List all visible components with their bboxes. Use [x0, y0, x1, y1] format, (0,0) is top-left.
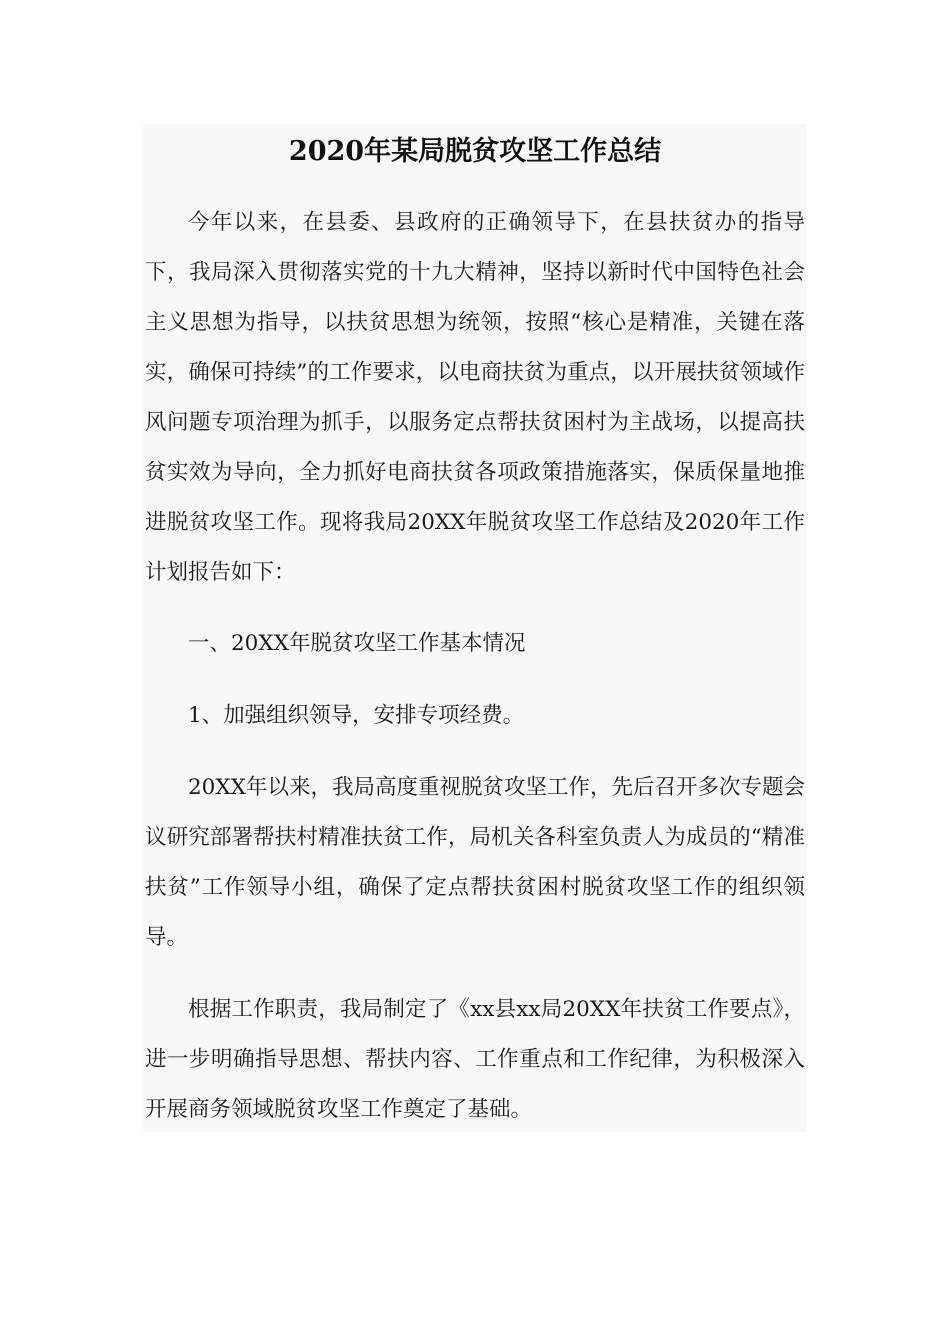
document-title: 2020年某局脱贫攻坚工作总结 — [288, 136, 662, 167]
subsection-heading: 1、加强组织领导，安排专项经费。 — [188, 703, 525, 728]
body-paragraph-work-points: 根据工作职责，我局制定了《xx县xx局20XX年扶贫工作要点》，进一步明确指导思想、帮扶内容、工作重点和工作纪律，为积极深入开展商务领域脱贫攻坚工作奠定了基础。 — [145, 997, 805, 1122]
section-heading: 一、20XX年脱贫攻坚工作基本情况 — [188, 631, 526, 656]
body-paragraph-organization: 20XX年以来，我局高度重视脱贫攻坚工作，先后召开多次专题会议研究部署帮扶村精准扶贫工作，局机关各科室负责人为成员的“精准扶贫”工作领导小组，确保了定点帮扶贫困村脱贫攻坚工作的组织领导。 — [145, 775, 805, 950]
intro-paragraph: 今年以来，在县委、县政府的正确领导下，在县扶贫办的指导下，我局深入贯彻落实党的十九大精神，坚持以新时代中国特色社会主义思想为指导，以扶贫思想为统领，按照“核心是精准，关键在落实，确保可持续”的工作要求，以电商扶贫为重点，以开展扶贫领域作风问题专项治理为抓手，以服务定点帮扶贫困村为主战场，以提高扶贫实效为导向，全力抓好电商扶贫各项政策措施落实，保质保量地推进脱贫攻坚工作。现将我局20XX年脱贫攻坚工作总结及2020年工作计划报告如下： — [145, 210, 805, 585]
